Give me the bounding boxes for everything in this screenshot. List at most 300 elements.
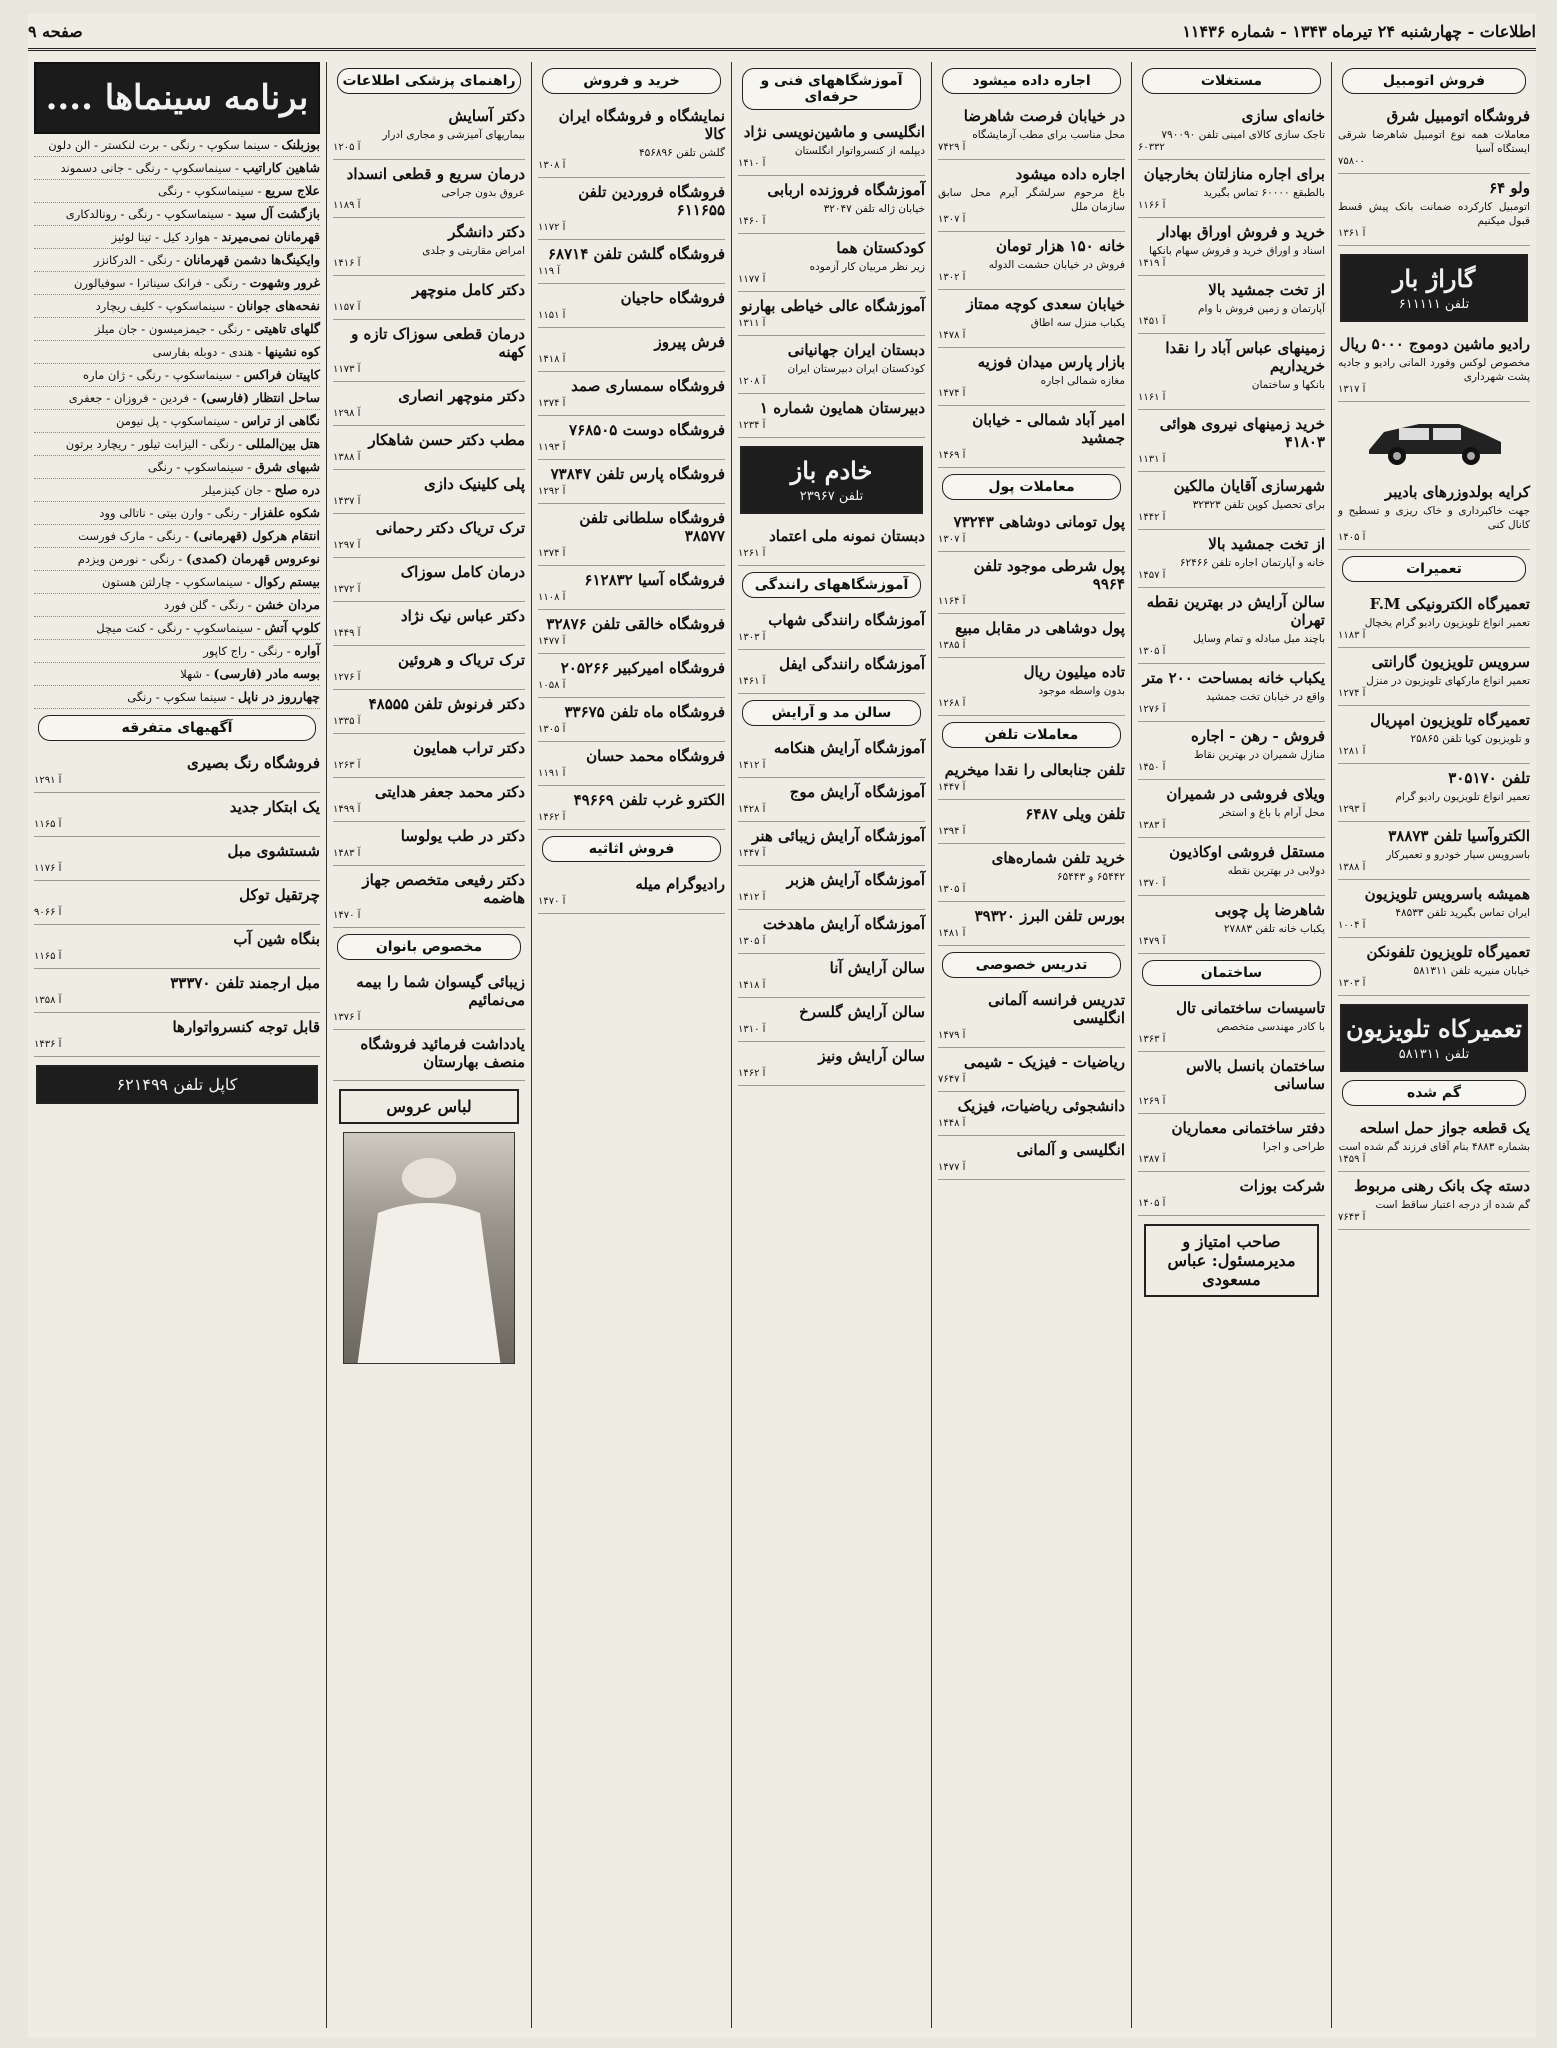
- cinema-listing: نگاهی از تراس - سینماسکوپ - پل نیومن: [34, 410, 320, 433]
- ad-code: ۱۴۵۰ آ: [1138, 762, 1166, 773]
- ad-text: تعمیر انواع تلویزیون رادیو گرام یخچال: [1364, 617, 1530, 629]
- classified-ad: [1338, 938, 1530, 996]
- ad-title: شستشوی مبل: [227, 842, 320, 860]
- ad-text: خیابان ژاله تلفن ۳۲۰۴۷: [823, 203, 925, 215]
- ad-code: ۱۳۰۵ آ: [538, 724, 566, 735]
- ad-title: تلفن ۳۰۵۱۷۰: [1448, 769, 1530, 787]
- ad-title: فروش - رهن - اجاره: [1190, 727, 1325, 745]
- classified-ad: [538, 102, 725, 178]
- ad-title: در خیابان فرصت شاهرضا: [963, 107, 1125, 125]
- classified-ad: [1138, 472, 1325, 530]
- display-ad-title: گاراژ بار: [1392, 264, 1476, 293]
- ad-code: ۱۳۰۷ آ: [938, 214, 966, 225]
- ad-title: تعمیرگاه الکترونیکی F.M: [1369, 595, 1530, 613]
- cinema-listing: انتقام هرکول (قهرمانی) - رنگی - مارک فورست: [34, 525, 320, 548]
- ad-title: فروشگاه اتومبیل شرق: [1386, 107, 1530, 125]
- cinema-listing: بوزبلنک - سینما سکوپ - رنگی - برت لنکستر - الن دلون: [34, 134, 320, 157]
- ad-code: ۱۱۷۲ آ: [538, 222, 566, 233]
- ad-title: تعمیرگاه تلویزیون امپریال: [1370, 711, 1530, 729]
- ad-code: ۱۰۰۴ آ: [1338, 920, 1366, 931]
- classified-ad: [1338, 1172, 1530, 1230]
- classified-ad: [738, 650, 925, 694]
- ad-code: ۱۳۱۱ آ: [738, 318, 766, 329]
- cinema-movie-name: بوسه مادر (فارسی): [213, 666, 320, 681]
- ad-code: ۱۴۴۷ آ: [738, 848, 766, 859]
- classified-ad: [1338, 764, 1530, 822]
- ad-code: ۱۴۱۲ آ: [738, 892, 766, 903]
- ad-text: زیر نظر مربیان کار آزموده: [809, 261, 925, 273]
- ad-title: خرید زمینهای نیروی هوائی ۴۱۸۰۳: [1159, 415, 1325, 451]
- ad-title: چرتقیل توکل: [239, 886, 320, 904]
- publisher-notice: صاحب امتیاز و مدیرمسئول: عباس مسعودی: [1144, 1224, 1319, 1297]
- ad-code: ۱۴۱۹ آ: [1138, 258, 1166, 269]
- classified-ad: [938, 160, 1125, 232]
- ad-code: ۱۱۶۵ آ: [34, 819, 62, 830]
- ad-text: کودکستان ایران دبیرستان ایران: [787, 363, 925, 375]
- section-heading: معاملات پول: [942, 474, 1121, 500]
- ad-title: دکتر تراب همایون: [413, 739, 525, 757]
- section-heading: مخصوص بانوان: [337, 934, 521, 960]
- ad-title: دکتر فرنوش تلفن ۴۸۵۵۵: [368, 695, 525, 713]
- ad-code: ۱۱۶۴ آ: [938, 596, 966, 607]
- ad-code: ۱۴۳۷ آ: [333, 496, 361, 507]
- ad-text: اسناد و اوراق خرید و فروش سهام بانکها: [1148, 245, 1325, 257]
- ad-code: ۱۱۸۹ آ: [333, 200, 361, 211]
- ad-text: با کادر مهندسی متخصص: [1216, 1021, 1325, 1033]
- cinema-movie-info: رنگی - مارک فورست: [78, 529, 182, 543]
- ad-text: منازل شمیران در بهترین نقاط: [1193, 749, 1325, 761]
- section-heading: آگهیهای متفرقه: [38, 715, 316, 741]
- classified-ad: [1138, 588, 1325, 664]
- classified-ad: [738, 176, 925, 234]
- ad-code: ۱۲۷۴ آ: [1338, 688, 1366, 699]
- ad-code: ۱۳۰۳ آ: [1338, 978, 1366, 989]
- ad-code: ۱۱۶۱ آ: [1138, 392, 1166, 403]
- ad-code: ۱۱۸۳ آ: [1338, 630, 1366, 641]
- classified-ad: [938, 614, 1125, 658]
- cinema-movie-info: سینماسکوپ - رنگی - جانی دسموند: [60, 161, 232, 175]
- cinema-movie-info: رنگی - راج کاپور: [203, 644, 283, 658]
- classified-ad: [1138, 102, 1325, 160]
- classified-ad: [1138, 722, 1325, 780]
- ad-title: دکتر منوچهر انصاری: [398, 387, 525, 405]
- cinema-movie-info: رنگی - الیزابت تیلور - ریچارد برتون: [65, 437, 235, 451]
- ad-title: یک ابتکار جدید: [229, 798, 320, 816]
- cinema-movie-info: هوارد کیل - تینا لوئیز: [111, 230, 211, 244]
- ad-title: مستقل فروشی اوکاذیون: [1169, 843, 1325, 861]
- ad-code: ۱۴۸۳ آ: [333, 848, 361, 859]
- ad-text: محل مناسب برای مطب آزمایشگاه: [972, 129, 1125, 141]
- ad-title: تدریس فرانسه آلمانی انگلیسی: [988, 991, 1125, 1027]
- classified-ad: [738, 734, 925, 778]
- ad-title: دکتر کامل منوچهر: [412, 281, 525, 299]
- ad-title: فروشگاه ماه تلفن ۳۳۶۷۵: [564, 703, 725, 721]
- ad-title: سالن آرایش آنا: [829, 959, 925, 977]
- display-ad-title: خادم باز: [790, 456, 873, 485]
- ad-title: آموزشگاه آرایش موج: [789, 783, 925, 801]
- section-heading: فروش اثاثیه: [542, 836, 721, 862]
- cinema-listing: شکوه علفزار - رنگی - وارن بیتی - ناتالی وود: [34, 502, 320, 525]
- section-heading: آموزشگاههای فنی و حرفه‌ای: [742, 68, 921, 110]
- classified-ad: [1138, 1114, 1325, 1172]
- ad-code: ۱۴۵۱ آ: [1138, 316, 1166, 327]
- cinema-movie-name: شبهای شرق: [254, 459, 320, 474]
- ad-title: شرکت بوزات: [1239, 1177, 1325, 1195]
- ad-code: ۱۴۶۹ آ: [938, 450, 966, 461]
- classified-ad: [538, 870, 725, 914]
- classified-ad: [538, 698, 725, 742]
- classified-ad: [333, 690, 525, 734]
- classified-ad: [738, 522, 925, 566]
- classified-ad: [738, 394, 925, 438]
- classified-ad: [938, 800, 1125, 844]
- classified-ad: [333, 276, 525, 320]
- ad-code: ۱۲۹۸ آ: [333, 408, 361, 419]
- ad-code: ۶۰۳۳۲: [1138, 142, 1165, 153]
- display-ad-box: [740, 446, 923, 514]
- ad-code: ۱۴۱۶ آ: [333, 258, 361, 269]
- cinema-listing: کاپیتان فراکس - سینماسکوپ - رنگی - ژان ماره: [34, 364, 320, 387]
- ad-title: دبیرستان همایون شماره ۱: [759, 399, 925, 417]
- ad-code: ۱۴۱۸ آ: [738, 980, 766, 991]
- cinema-movie-info: سینما سکوپ - رنگی - برت لنکستر - الن دلون: [48, 138, 270, 152]
- ad-title: برای اجاره منازلتان بخارجیان: [1143, 165, 1325, 183]
- ad-text: بدون واسطه موجود: [1038, 685, 1125, 697]
- cinema-banner: برنامه سینماها ....: [34, 62, 320, 134]
- cinema-movie-name: نوعروس قهرمان (کمدی): [186, 551, 320, 566]
- classified-ad: [34, 793, 320, 837]
- cinema-movie-info: جان کینزمیلر: [201, 483, 264, 497]
- cinema-movie-info: فردین - فروزان - جعفری: [68, 391, 189, 405]
- classified-ad: [938, 1136, 1125, 1180]
- cinema-listing: علاج سریع - سینماسکوپ - رنگی: [34, 180, 320, 203]
- ad-title: مطب دکتر حسن شاهکار: [368, 431, 525, 449]
- ad-title: تلفن ویلی ۶۴۸۷: [1025, 805, 1125, 823]
- ad-title: الکترو غرب تلفن ۴۹۶۶۹: [573, 791, 725, 809]
- ad-text: خانه و آپارتمان اجاره تلفن ۶۲۴۶۶: [1179, 557, 1325, 569]
- ad-title: فروشگاه سلطانی تلفن ۳۸۵۷۷: [579, 509, 725, 545]
- cinema-movie-info: شهلا: [180, 667, 203, 681]
- cinema-movie-name: چهارروز در ناپل: [238, 689, 320, 704]
- ad-code: ۱۲۹۷ آ: [333, 540, 361, 551]
- ad-title: خرید تلفن شماره‌های: [991, 849, 1125, 867]
- ad-code: ۱۴۷۸ آ: [938, 330, 966, 341]
- classified-ad: [34, 749, 320, 793]
- column-cinemas: [28, 62, 326, 2028]
- ad-code: ۱۳۷۲ آ: [333, 584, 361, 595]
- ad-code: ۱۱۹۳ آ: [538, 442, 566, 453]
- display-ad-title: تعمیرکاه تلویزیون: [1346, 1014, 1522, 1043]
- ad-title: فروشگاه حاجیان: [620, 289, 725, 307]
- ad-text: باغ مرحوم سرلشگر آیرم محل سابق سازمان ملل: [938, 187, 1125, 213]
- cinema-movie-info: سینماسکوپ - کلیف ریچارد: [95, 299, 226, 313]
- classified-ad: [34, 969, 320, 1013]
- ad-code: ۱۳۰۵ آ: [1138, 646, 1166, 657]
- classified-ad: [938, 756, 1125, 800]
- ad-code: ۱۳۸۸ آ: [1338, 862, 1366, 873]
- ad-code: ۱۴۹۹ آ: [333, 804, 361, 815]
- classified-ad: [1338, 590, 1530, 648]
- cinema-movie-name: گلهای تاهیتی: [254, 321, 320, 336]
- ad-title: دکتر دانشگر: [448, 223, 525, 241]
- ad-title: دبستان نمونه ملی اعتماد: [769, 527, 925, 545]
- cinema-movie-name: کاپیتان فراکس: [243, 367, 320, 382]
- cinema-movie-name: آواره: [294, 643, 320, 658]
- cinema-movie-name: شکوه علفزار: [250, 505, 320, 520]
- cinema-movie-name: دره صلح: [274, 482, 320, 497]
- cinema-movie-info: رنگی - گلن فورد: [164, 598, 244, 612]
- ad-code: ۱۲۷۶ آ: [1138, 704, 1166, 715]
- ad-title: آموزشگاه آرایش هزبر: [786, 871, 925, 889]
- classified-ad: [538, 240, 725, 284]
- ad-code: ۱۲۹۳ آ: [1338, 804, 1366, 815]
- classified-ad: [738, 118, 925, 176]
- ad-title: بازار پارس میدان فوزیه: [977, 353, 1125, 371]
- classified-ad: [738, 822, 925, 866]
- classified-ad: [938, 290, 1125, 348]
- ad-code: ۱۲۶۹ آ: [1138, 1096, 1166, 1107]
- section-heading: آموزشگاههای رانندگی: [742, 572, 921, 598]
- section-heading: خرید و فروش: [542, 68, 721, 94]
- cinema-movie-info: سینماسکوپ - پل نیومن: [115, 414, 230, 428]
- classified-ad: [333, 218, 525, 276]
- ad-title: کرایه بولدوزرهای بادیبر: [1385, 483, 1530, 501]
- ad-code: ۱۲۹۱ آ: [34, 775, 62, 786]
- ad-title: دبستان ایران جهانیانی: [787, 341, 925, 359]
- cinema-movie-name: علاج سریع: [265, 183, 320, 198]
- ad-code: ۱۳۰۲ آ: [938, 272, 966, 283]
- ad-title: بنگاه شین آب: [233, 930, 320, 948]
- ad-code: ۱۴۶۲ آ: [738, 1068, 766, 1079]
- ad-title: اجاره داده میشود: [1015, 165, 1125, 183]
- ad-code: ۱۴۰۵ آ: [1138, 1198, 1166, 1209]
- cinema-listing: قهرمانان نمی‌میرند - هوارد کیل - تینا لوئیز: [34, 226, 320, 249]
- ad-text: تعمیر انواع تلویزیون رادیو گرام: [1395, 791, 1530, 803]
- ad-code: ۱۳۵۸ آ: [34, 995, 62, 1006]
- ad-title: آموزشگاه فروزنده اربابی: [767, 181, 925, 199]
- ad-title: پول دوشاهی در مقابل مبیع: [955, 619, 1125, 637]
- ad-title: دفتر ساختمانی معماریان: [1171, 1119, 1325, 1137]
- cinema-movie-name: هتل بین‌المللی: [245, 436, 320, 451]
- ad-code: ۱۱۷۷ آ: [738, 274, 766, 285]
- ad-code: ۱۳۷۴ آ: [538, 548, 566, 559]
- classified-ad: [738, 998, 925, 1042]
- classified-ad: [938, 406, 1125, 468]
- ad-text: بشماره ۴۸۸۳ بنام آقای فرزند گم شده است: [1338, 1141, 1530, 1153]
- section-heading: سالن مد و آرایش: [742, 700, 921, 726]
- ad-title: فروشگاه پارس تلفن ۷۳۸۴۷: [550, 465, 725, 483]
- ad-text: طراحی و اجرا: [1262, 1141, 1325, 1153]
- classified-ad: [333, 558, 525, 602]
- page-header: [28, 14, 1536, 51]
- cinema-listing: نوعروس قهرمان (کمدی) - رنگی - نورمن ویزدم: [34, 548, 320, 571]
- classified-ad: [1338, 174, 1530, 246]
- ad-code: ۱۳۸۵ آ: [938, 640, 966, 651]
- ad-title: نمایشگاه و فروشگاه ایران کالا: [558, 107, 725, 143]
- cinema-movie-name: بوزبلنک: [281, 137, 320, 152]
- ad-title: انگلیسی و آلمانی: [1016, 1141, 1125, 1159]
- ad-title: امیر آباد شمالی - خیابان جمشید: [972, 411, 1125, 447]
- cinema-movie-info: رنگی - الدرکانزر: [93, 253, 173, 267]
- ad-title: آموزشگاه رانندگی ایفل: [779, 655, 925, 673]
- cinema-listing: شبهای شرق - سینماسکوپ - رنگی: [34, 456, 320, 479]
- ad-title: فرش پیروز: [654, 333, 725, 351]
- ad-text: گم شده از درجه اعتبار ساقط است: [1375, 1199, 1530, 1211]
- ad-code: ۱۲۶۳ آ: [333, 760, 361, 771]
- classified-ad: [1138, 780, 1325, 838]
- ad-title: کودکستان هما: [836, 239, 925, 257]
- ad-title: فروشگاه امیرکبیر ۲۰۵۲۶۶: [560, 659, 725, 677]
- ad-code: ۱۴۷۹ آ: [1138, 936, 1166, 947]
- cinema-movie-name: قهرمانان نمی‌میرند: [221, 229, 320, 244]
- classified-ad: [333, 602, 525, 646]
- classified-ad: [333, 470, 525, 514]
- classified-ad: [938, 658, 1125, 716]
- newspaper-page: [28, 14, 1536, 2038]
- car-illustration: [1359, 410, 1509, 470]
- ad-code: ۱۴۷۹ آ: [938, 1030, 966, 1041]
- ad-title: فروشگاه محمد حسان: [586, 747, 725, 765]
- ad-title: زیبائی گیسوان شما را بیمه می‌نمائیم: [356, 973, 525, 1009]
- ad-title: دکتر در طب یولوسا: [400, 827, 525, 845]
- ad-code: ۱۴۷۷ آ: [938, 1162, 966, 1173]
- classified-ad: [1138, 896, 1325, 954]
- ad-title: پول تومانی دوشاهی ۷۳۲۴۳: [953, 513, 1125, 531]
- ad-text: امراض مقاربتی و جلدی: [422, 245, 525, 257]
- cinema-listing: نفحه‌های جوانان - سینماسکوپ - کلیف ریچارد: [34, 295, 320, 318]
- ad-title: آموزشگاه آرایش ماهدخت: [762, 915, 925, 933]
- ad-title: فروشگاه فروردین تلفن ۶۱۱۶۵۵: [578, 183, 725, 219]
- ad-text: بانکها و ساختمان: [1251, 379, 1325, 391]
- ad-text: یکباب منزل سه اطاق: [1030, 317, 1125, 329]
- ad-code: ۱۴۱۸ آ: [538, 354, 566, 365]
- ad-code: ۱۱۷۶ آ: [34, 863, 62, 874]
- ad-code: ۱۳۳۵ آ: [333, 716, 361, 727]
- cinema-listing: هتل بین‌المللی - رنگی - الیزابت تیلور - ریچارد برتون: [34, 433, 320, 456]
- ad-text: یکباب خانه تلفن ۲۷۸۸۳: [1223, 923, 1325, 935]
- classified-ad: [1138, 1052, 1325, 1114]
- ad-code: ۱۴۵۷ آ: [1138, 570, 1166, 581]
- classified-ad: [333, 866, 525, 928]
- cinema-listing: مردان خشن - رنگی - گلن فورد: [34, 594, 320, 617]
- ad-code: ۱۴۳۶ آ: [34, 1039, 62, 1050]
- ad-code: ۱۱۵۱ آ: [538, 310, 566, 321]
- ad-title: فروشگاه رنگ بصیری: [187, 754, 320, 772]
- ad-text: تعمیر انواع مارکهای تلویزیون در منزل: [1366, 675, 1530, 687]
- classified-ad: [538, 610, 725, 654]
- ad-text: باسرویس سیار خودرو و تعمیرکار: [1386, 849, 1530, 861]
- classified-ad: [738, 778, 925, 822]
- display-ad-phone: تلفن ۵۸۱۳۱۱: [1398, 1047, 1470, 1062]
- ad-text: ۶۵۴۴۲ و ۶۵۴۴۳: [1056, 871, 1125, 883]
- cinema-movie-info: سینماسکوپ - رنگی: [147, 460, 244, 474]
- ad-code: ۱۳۰۳ آ: [738, 632, 766, 643]
- classified-ad: [1138, 664, 1325, 722]
- classified-ad: [1138, 410, 1325, 472]
- ad-title: آموزشگاه رانندگی شهاب: [768, 611, 925, 629]
- classified-ad: [1138, 276, 1325, 334]
- classified-ad: [538, 328, 725, 372]
- ad-title: از تخت جمشید بالا: [1208, 281, 1325, 299]
- cinema-movie-info: رنگی - جیمزمیسون - جان میلز: [94, 322, 243, 336]
- ad-title: آموزشگاه عالی خیاطی بهارنو: [740, 297, 925, 315]
- cinema-listing: کلوپ آتش - سینماسکوپ - رنگی - کنت میچل: [34, 617, 320, 640]
- cinema-listing: وایکینگ‌ها دشمن قهرمانان - رنگی - الدرکانزر: [34, 249, 320, 272]
- classified-ad: [1338, 648, 1530, 706]
- ad-code: ۱۴۷۰ آ: [538, 896, 566, 907]
- cinema-listing: گلهای تاهیتی - رنگی - جیمزمیسون - جان میلز: [34, 318, 320, 341]
- classified-ad: [538, 372, 725, 416]
- cinema-listing: دره صلح - جان کینزمیلر: [34, 479, 320, 502]
- ad-code: ۱۴۰۵ آ: [1338, 532, 1366, 543]
- cinema-movie-name: کوه نشینها: [264, 344, 320, 359]
- ad-code: ۷۶۴۷ آ: [938, 1074, 966, 1085]
- ad-code: ۱۴۵۹ آ: [1338, 1154, 1366, 1165]
- ad-title: سالن آرایش ونیز: [818, 1047, 925, 1065]
- cinema-movie-name: وایکینگ‌ها دشمن قهرمانان: [183, 252, 320, 267]
- ad-code: ۱۳۷۶ آ: [333, 1012, 361, 1023]
- ad-code: ۱۴۴۹ آ: [333, 628, 361, 639]
- classified-ad: [738, 954, 925, 998]
- display-ad-phone: تلفن ۶۱۱۱۱۱: [1398, 297, 1470, 312]
- classified-ad: [538, 566, 725, 610]
- display-ad-box: [1340, 254, 1528, 322]
- ad-title: فروشگاه آسیا ۶۱۲۸۳۲: [584, 571, 725, 589]
- classified-ad: [1338, 330, 1530, 402]
- ad-code: ۱۳۰۵ آ: [738, 936, 766, 947]
- ad-title: فروشگاه دوست ۷۶۸۵۰۵: [569, 421, 725, 439]
- cinema-listing: آواره - رنگی - راج کاپور: [34, 640, 320, 663]
- ad-code: ۱۱۰۸ آ: [538, 592, 566, 603]
- ad-title: خیابان سعدی کوچه ممتاز: [966, 295, 1125, 313]
- ad-code: ۱۴۷۷ آ: [538, 636, 566, 647]
- classified-ad: [1338, 880, 1530, 938]
- classified-ad: [1338, 102, 1530, 174]
- ad-title: خانه ۱۵۰ هزار تومان: [995, 237, 1125, 255]
- classified-ad: [34, 837, 320, 881]
- ad-code: ۱۴۷۴ آ: [938, 388, 966, 399]
- ad-title: سرویس تلویزیون گارانتی: [1371, 653, 1530, 671]
- cinema-movie-name: بیستم رکوال: [254, 574, 320, 589]
- ad-code: ۱۳۰۸ آ: [538, 160, 566, 171]
- section-heading: اجاره داده میشود: [942, 68, 1121, 94]
- display-ad-phone: تلفن ۲۳۹۶۷: [799, 489, 864, 504]
- classified-ad: [1138, 218, 1325, 276]
- ad-code: ۷۶۴۳ آ: [1338, 1212, 1366, 1223]
- section-heading: ساختمان: [1142, 960, 1321, 986]
- ad-text: جهت خاکبرداری و خاک ریزی و تسطیح و کانال کنی: [1338, 505, 1530, 531]
- ad-title: دکتر رفیعی متخصص جهاز هاضمه: [362, 871, 525, 907]
- ad-code: ۱۳۰۷ آ: [938, 534, 966, 545]
- classified-ad: [738, 910, 925, 954]
- ad-title: همیشه باسرویس تلویزیون: [1364, 885, 1530, 903]
- ad-title: یک قطعه جواز حمل اسلحه: [1359, 1119, 1530, 1137]
- ad-title: رادیو ماشین دوموج ۵۰۰۰ ریال: [1339, 335, 1530, 353]
- ad-title: آموزشگاه آرایش زیبائی هنر: [752, 827, 925, 845]
- cinema-movie-info: سینماسکوپ - رنگی - ژان ماره: [82, 368, 233, 382]
- ad-code: ۱۳۸۸ آ: [333, 452, 361, 463]
- ad-title: الکتروآسیا تلفن ۳۸۸۷۳: [1388, 827, 1530, 845]
- ad-text: و تلویزیون کویا تلفن ۲۵۸۶۵: [1410, 733, 1530, 745]
- ad-text: معاملات همه نوع اتومبیل شاهرضا شرقی ایستگاه آسیا: [1338, 129, 1530, 155]
- ad-code: ۱۰۵۸ آ: [538, 680, 566, 691]
- ad-code: ۱۴۱۰ آ: [738, 158, 766, 169]
- classified-ad: [333, 160, 525, 218]
- cinema-movie-name: شاهین کاراتیب: [242, 160, 320, 175]
- classified-ad: [938, 348, 1125, 406]
- ad-text: اتومبیل کارکرده ضمانت بانک پیش قسط قبول میکنیم: [1338, 201, 1530, 227]
- classified-ad: [738, 292, 925, 336]
